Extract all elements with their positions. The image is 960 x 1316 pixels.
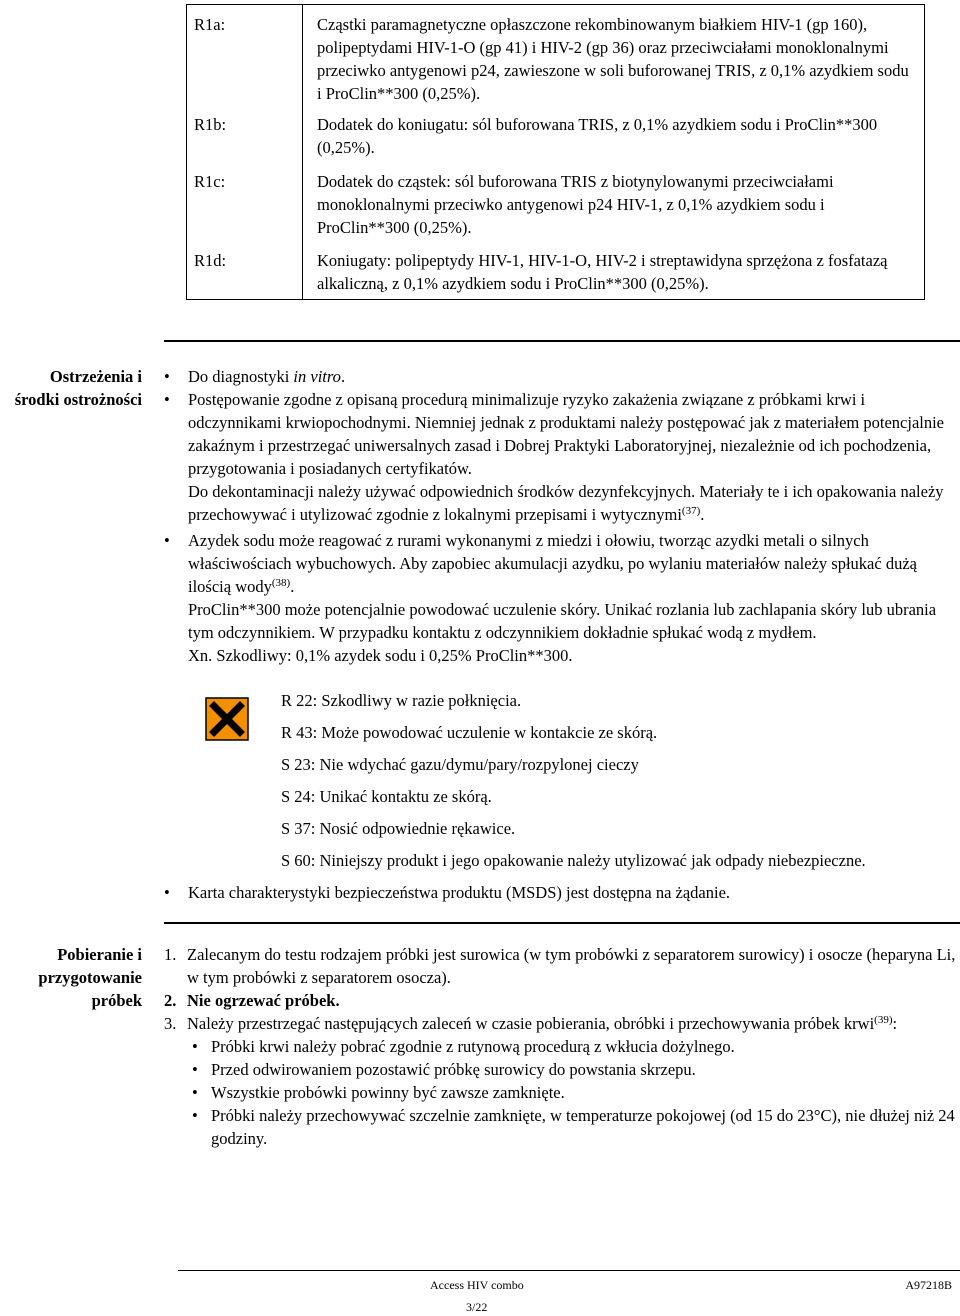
sub-list-item: • Próbki należy przechowywać szczelnie zamknięte, w temperaturze pokojowej (od 15 do 23°C), nie dłużej niż 24 godziny. [187, 1104, 960, 1150]
item-text: Zalecanym do testu rodzajem próbki jest surowica (w tym probówki z separatorem surowicy) i osocze (heparyna Li, w tym probówki z separatorem osocza). [187, 945, 956, 987]
table-divider [302, 5, 303, 299]
footer-rule [178, 1270, 960, 1271]
reference: (37) [681, 505, 701, 517]
item-text: . [290, 577, 295, 596]
section-title-warnings: Ostrzeżenia i środki ostrożności [14, 367, 142, 409]
section-title-samples: Pobieranie i przygotowanie próbek [38, 945, 142, 1010]
list-item [164, 365, 954, 388]
list-item [164, 943, 960, 989]
risk-phrase: S 60: Niniejszy produkt i jego opakowanie należy utylizować jak odpady niebezpieczne. [281, 851, 866, 870]
item-text: Należy przestrzegać następujących zaleceń w czasie pobierania, obróbki i przechowywania próbek krwi [187, 1014, 875, 1033]
sub-list-item: • Próbki krwi należy pobrać zgodnie z rutynową procedurą z wkłucia dożylnego. [187, 1035, 960, 1058]
item-number: 3. [164, 1014, 177, 1033]
reagent-label: R1d: [194, 251, 227, 270]
footer-code: A97218B [905, 1278, 952, 1292]
page-number: 3/22 [466, 1300, 488, 1314]
list-item [164, 388, 954, 526]
samples-list [164, 943, 960, 1150]
item-text: . [700, 505, 705, 524]
list-item [164, 529, 954, 667]
reagent-text: Dodatek do koniugatu: sól buforowana TRIS, z 0,1% azydkiem sodu i ProClin**300 (0,25%). [317, 115, 878, 157]
item-text: Do dekontaminacji należy używać odpowiednich środków dezynfekcyjnych. Materiały te i ich opakowania należy przechowywać i utylizować zgodnie z lokalnymi przepisami i wytycznymi [188, 482, 944, 524]
item-text: ProClin**300 może potencjalnie powodować uczulenie skóry. Unikać rozlania lub zachlapania skóry lub ubrania tym odczynnikiem. W przypadku kontaktu z odczynnikiem dokładnie spłukać wodą z mydłem. [188, 600, 937, 642]
risk-phrase: R 22: Szkodliwy w razie połknięcia. [281, 691, 522, 710]
risk-phrase: S 37: Nosić odpowiednie rękawice. [281, 819, 516, 838]
item-text: Do diagnostyki [188, 367, 294, 386]
risk-phrase-list [281, 689, 866, 881]
sub-list-item: • Przed odwirowaniem pozostawić próbkę surowicy do powstania skrzepu. [187, 1058, 960, 1081]
item-text: Xn. Szkodliwy: 0,1% azydek sodu i 0,25% ProClin**300. [188, 646, 573, 665]
sub-list [187, 1035, 960, 1150]
risk-phrase: R 43: Może powodować uczulenie w kontakcie ze skórą. [281, 723, 658, 742]
reagent-text: Cząstki paramagnetyczne opłaszczone rekombinowanym białkiem HIV-1 (gp 160), polipeptydami HIV-1-O (gp 41) i HIV-2 (gp 36) oraz przeciwciałami monoklonalnymi przeciwko antygenowi p24, zawieszone w soli buforowanej TRIS, z 0,1% azydkiem sodu i ProClin**300 (0,25%). [317, 15, 909, 103]
reagent-label: R1b: [194, 115, 227, 134]
reagent-text: Koniugaty: polipeptydy HIV-1, HIV-1-O, HIV-2 i streptawidyna sprzężona z fosfatazą alkaliczną, z 0,1% azydkiem sodu i ProClin**300 (0,25%). [317, 251, 888, 293]
reagent-table [186, 4, 925, 300]
item-text: Nie ogrzewać próbek. [187, 991, 340, 1010]
item-text-italic: in vitro [293, 367, 341, 386]
item-text: : [892, 1014, 898, 1033]
risk-phrase: S 24: Unikać kontaktu ze skórą. [281, 787, 492, 806]
sub-list-item: • Wszystkie probówki powinny być zawsze zamknięte. [187, 1081, 960, 1104]
item-text: . [340, 367, 346, 386]
reference: (38) [271, 577, 291, 589]
list-item: • Karta charakterystyki bezpieczeństwa produktu (MSDS) jest dostępna na żądanie. [164, 881, 954, 904]
section-rule [164, 922, 960, 924]
warnings-list [164, 365, 954, 667]
reagent-label: R1a: [194, 15, 226, 34]
item-number: 1. [164, 945, 177, 964]
warnings-list-end [164, 881, 954, 904]
reagent-text: Dodatek do cząstek: sól buforowana TRIS z biotynylowanymi przeciwciałami monoklonalnymi przeciwko antygenowi p24 HIV-1, z 0,1% azydkiem sodu i ProClin**300 (0,25%). [317, 172, 834, 237]
footer-product: Access HIV combo [430, 1278, 524, 1292]
item-text: Azydek sodu może reagować z rurami wykonanymi z miedzi i ołowiu, tworząc azydki metali o silnych właściwościach wybuchowych. Aby zapobiec akumulacji azydku, po wylaniu materiałów należy spłukać dużą ilością wody [188, 531, 917, 596]
harmful-x-icon [205, 697, 249, 741]
list-item [164, 989, 960, 1012]
section-rule [164, 340, 960, 342]
risk-phrase: S 23: Nie wdychać gazu/dymu/pary/rozpylonej cieczy [281, 755, 639, 774]
item-number: 2. [164, 991, 177, 1010]
reagent-label: R1c: [194, 172, 226, 191]
item-text: Postępowanie zgodne z opisaną procedurą minimalizuje ryzyko zakażenia związane z próbkami krwi i odczynnikami krwiopochodnymi. Niemniej jednak z produktami należy postępować jak z materiałem potencjalnie zakaźnym i przestrzegać uniwersalnych zasad i Dobrej Praktyki Laboratoryjnej, niezależnie od ich pochodzenia, przygotowania i posiadanych certyfikatów. [188, 390, 945, 478]
list-item [164, 1012, 960, 1150]
reference: (39) [874, 1014, 893, 1026]
